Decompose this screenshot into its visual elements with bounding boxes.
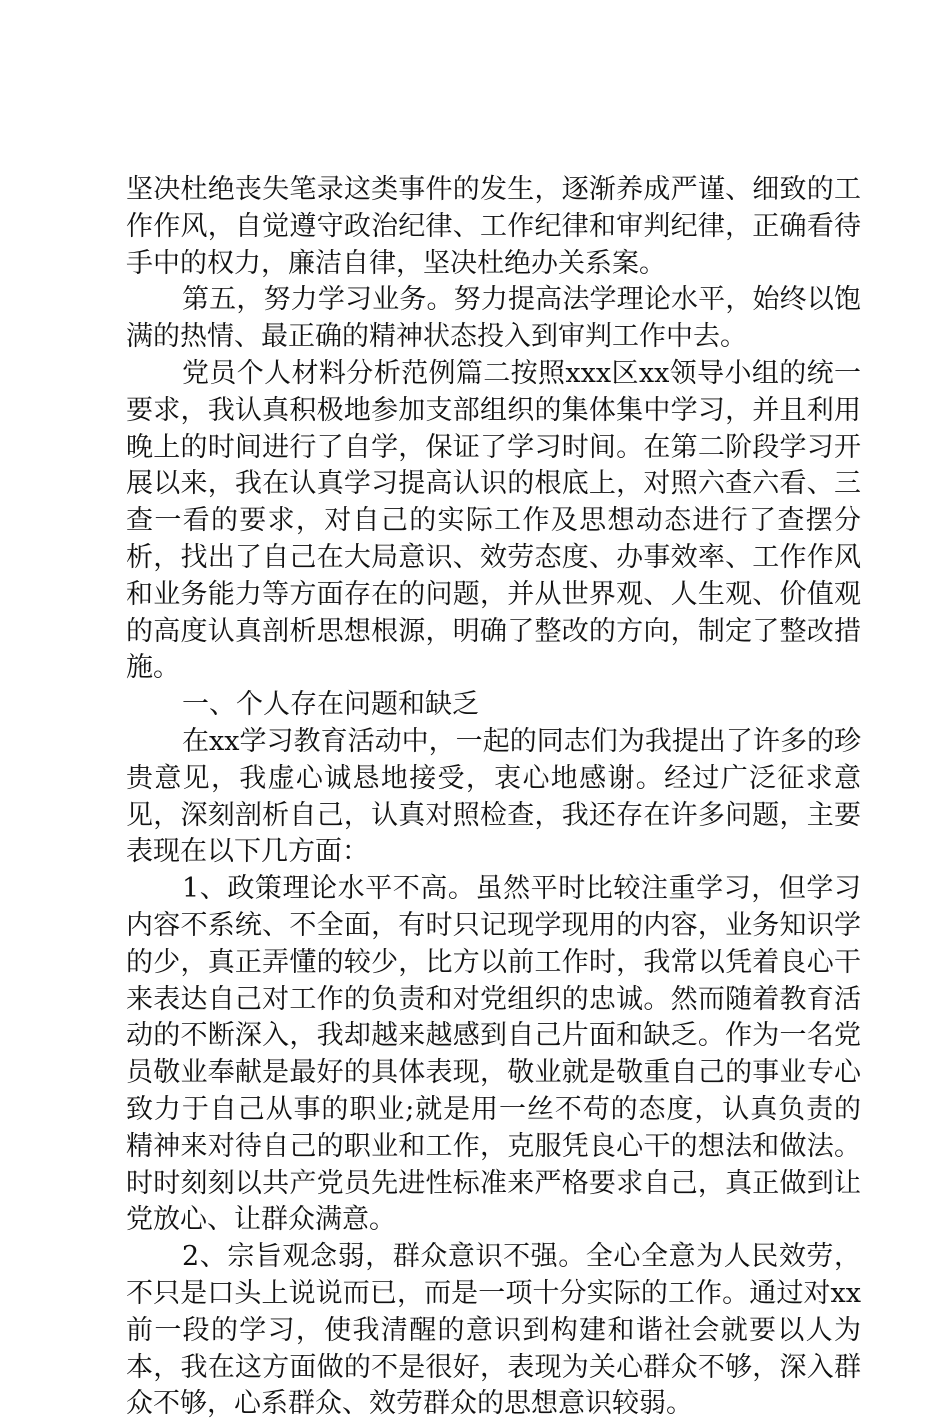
paragraph-continuation: 坚决杜绝丧失笔录这类事件的发生，逐渐养成严谨、细致的工作作风，自觉遵守政治纪律、工作纪律和审判纪律，正确看待手中的权力，廉洁自律，坚决杜绝办关系案。 <box>126 174 861 279</box>
section-heading: 一、个人存在问题和缺乏 <box>182 689 479 721</box>
paragraph-intro: 在xx学习教育活动中，一起的同志们为我提出了许多的珍贵意见，我虚心诚恳地接受，衷心地感谢。经过广泛征求意见，深刻剖析自己，认真对照检查，我还存在许多问题，主要表现在以下几方面： <box>126 725 861 868</box>
paragraph-example-two: 党员个人材料分析范例篇二按照xxx区xx领导小组的统一要求，我认真积极地参加支部组织的集体集中学习，并且利用晚上的时间进行了自学，保证了学习时间。在第二阶段学习开展以来，我在认真学习提高认识的根底上，对照六查六看、三查一看的要求，对自己的实际工作及思想动态进行了查摆分析，找出了自己在大局意识、效劳态度、办事效率、工作作风和业务能力等方面存在的问题，并从世界观、人生观、价值观的高度认真剖析思想根源，明确了整改的方向，制定了整改措施。 <box>126 357 861 684</box>
paragraph-item-2: 2、宗旨观念弱，群众意识不强。全心全意为人民效劳，不只是口头上说说而已，而是一项十分实际的工作。通过对xx前一段的学习，使我清醒的意识到构建和谐社会就要以人为本，我在这方面做的不是很好，表现为关心群众不够，深入群众不够，心系群众、效劳群众的思想意识较弱。 <box>126 1241 861 1420</box>
paragraph-fifth-point: 第五，努力学习业务。努力提高法学理论水平，始终以饱满的热情、最正确的精神状态投入到审判工作中去。 <box>126 284 861 353</box>
document-body <box>126 172 861 1423</box>
paragraph-item-1: 1、政策理论水平不高。虽然平时比较注重学习，但学习内容不系统、不全面，有时只记现学现用的内容，业务知识学的少，真正弄懂的较少，比方以前工作时，我常以凭着良心干来表达自己对工作的负责和对党组织的忠诚。然而随着教育活动的不断深入，我却越来越感到自己片面和缺乏。作为一名党员敬业奉献是最好的具体表现，敬业就是敬重自己的事业专心致力于自己从事的职业;就是用一丝不苟的态度，认真负责的精神来对待自己的职业和工作，克服凭良心干的想法和做法。时时刻刻以共产党员先进性标准来严格要求自己，真正做到让党放心、让群众满意。 <box>126 873 861 1236</box>
